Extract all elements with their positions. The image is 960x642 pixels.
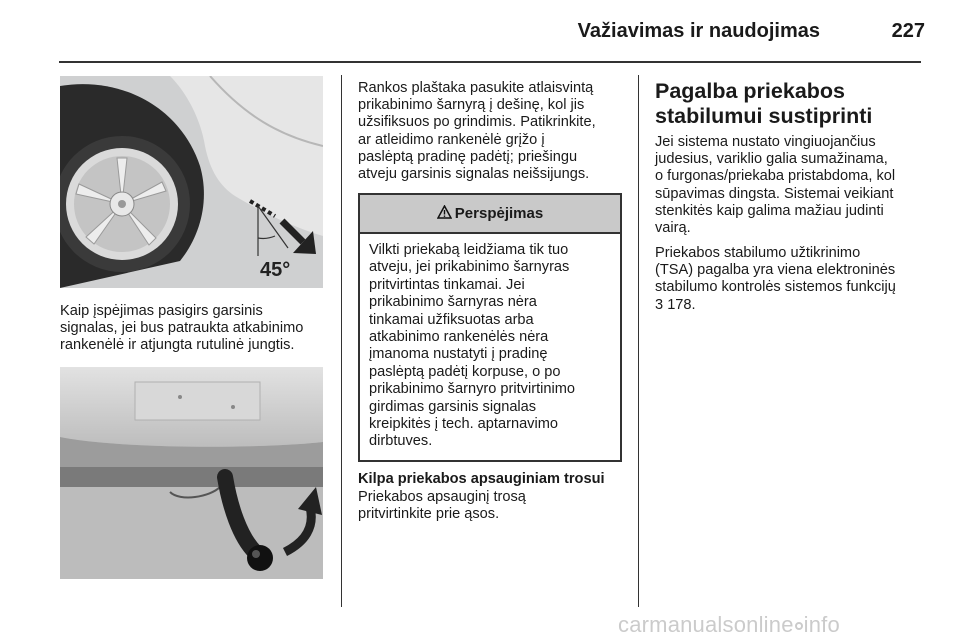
text-line: atkabinimo rankenėlės nėra [369,329,549,346]
section-title [655,79,925,129]
watermark-dot-icon [795,622,803,630]
text-line: prikabinimo šarnyro pritvirtinimo [369,381,575,398]
title-line: stabilumui sustiprinti [655,104,873,128]
left-paragraph [60,303,330,355]
watermark-suffix: info [803,612,840,637]
text-line: paslėptą padėtį korpuse, o po [369,363,561,380]
right-paragraph-2 [655,245,930,314]
warning-body [360,234,620,451]
text-line: tinkamai užfiksuotas arba [369,311,534,328]
figure-wheel-towbar [60,76,323,288]
header-rule [59,61,921,63]
page-reference-arrow: 3 [655,296,664,313]
text-line: ar atleidimo rankenėlė grįžo į [358,131,545,148]
text-line: Rankos plaštaka pasukite atlaisvintą [358,80,594,96]
page-reference-link[interactable]: 178. [667,296,696,313]
text-line: vairą. [655,220,691,237]
text-line: kreipkitės į tech. aptarnavimo [369,416,558,433]
watermark [618,612,840,638]
text-line: girdimas garsinis signalas [369,398,537,415]
text-line: užsifiksuos po grindimis. Patikrinkite, [358,114,596,131]
safety-cable-text [358,489,633,523]
text-line: dirbtuves. [369,433,433,450]
right-paragraph-1 [655,134,930,237]
figure-rear-hitch [60,367,323,579]
header-title: Važiavimas ir naudojimas [577,20,820,42]
page-reference-line [655,297,930,314]
text-line: stenkitės kaip galima mažiau judinti [655,202,884,219]
text-line: pritvirtinkite prie ąsos. [358,506,500,523]
text-line: stabilumo kontrolės sistemos funkcijų [655,279,896,296]
warning-box [358,193,622,462]
text-line: atveju garsinis signalas neišsijungs. [358,166,590,183]
title-line: Pagalba priekabos [655,79,845,103]
subheading-safety-cable: Kilpa priekabos apsauginiam trosui [358,471,605,487]
text-line: pritvirtintas tinkamai. Jei [369,276,525,293]
text-line: įmanoma nustatyti į pradinę [369,346,548,363]
wheel-towbar-illustration [60,76,323,288]
text-line: judesius, variklio galia sumažinama, [655,151,888,168]
angle-label: 45° [260,259,291,281]
text-line: sūpavimas dingsta. Sistemai veikiant [655,185,894,202]
watermark-text: carmanualsonline [618,612,794,637]
text-line: rankenėlė ir atjungta rutulinė jungtis. [60,337,295,354]
warning-title: Perspėjimas [454,205,544,222]
text-line: atveju, jei prikabinimo šarnyras [369,259,570,276]
column-divider-right [638,75,639,607]
text-line: Priekabos stabilumo užtikrinimo [655,245,861,261]
text-line: Priekabos apsauginį trosą [358,489,526,505]
text-line: Vilkti priekabą leidžiama tik tuo [369,242,569,258]
page-number: 227 [891,20,925,42]
warning-header [360,195,620,234]
text-line: signalas, jei bus patraukta atkabinimo [60,320,304,337]
warning-triangle-icon [437,205,452,223]
rear-hitch-illustration [60,367,323,579]
text-line: prikabinimo šarnyras nėra [369,294,537,311]
text-line: Jei sistema nustato vingiuojančius [655,134,876,150]
text-line: paslėptą pradinę padėtį; priešingu [358,148,578,165]
middle-intro [358,80,633,183]
text-line: (TSA) pagalba yra viena elektroninės [655,262,896,279]
column-divider-left [341,75,342,607]
text-line: o furgonas/priekaba pristabdoma, kol [655,168,896,185]
text-line: Kaip įspėjimas pasigirs garsinis [60,303,263,319]
text-line: prikabinimo šarnyrą į dešinę, kol jis [358,97,585,114]
